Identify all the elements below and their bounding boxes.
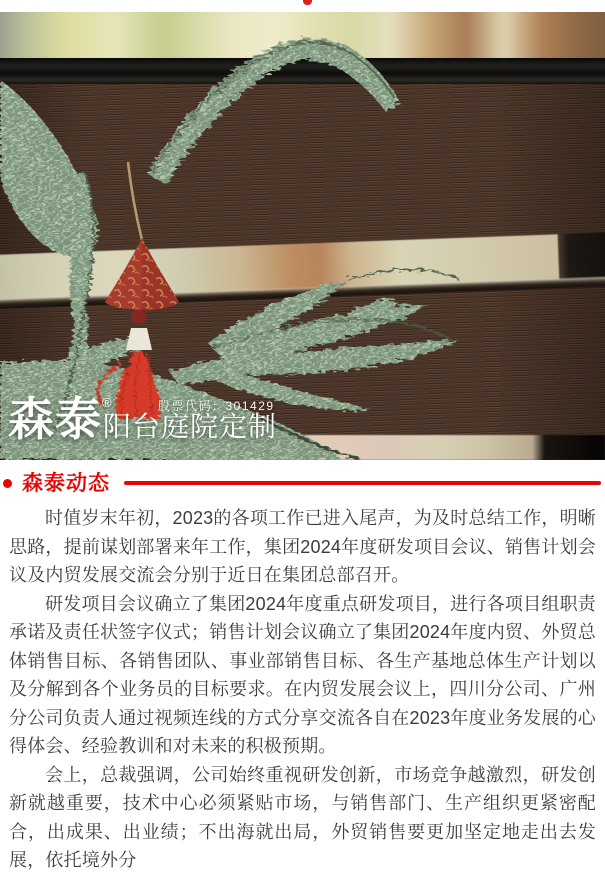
red-notch-icon (303, 0, 312, 5)
paragraph-1: 时值岁末年初，2023的各项工作已进入尾声，为及时总结工作，明晰思路，提前谋划部署来年工作，集团2024年度研发项目会议、销售计划会议及内贸发展交流会分别于近日在集团总部召开。 (9, 508, 596, 585)
ornament-string (128, 162, 142, 240)
bullet-icon (3, 479, 12, 488)
section-header (3, 470, 601, 496)
stock-code-label: 股票代码：301429 (158, 399, 275, 413)
section-title: 森泰动态 (22, 471, 110, 495)
paragraph-3: 会上，总裁强调，公司始终重视研发创新，市场竞争越激烈，研发创新就越重要，技术中心必须紧贴市场，与销售部门、生产组织更紧密配合，出成果、出业绩；不出海就出局，外贸销售要更加坚定地走出去发展，依托境外分 (9, 764, 596, 870)
top-strip (0, 0, 605, 12)
brand-logo (8, 393, 112, 445)
brand-name: 森泰 (8, 393, 102, 445)
hero-photo (0, 12, 605, 460)
section-rule-line (124, 481, 601, 486)
paragraph-2: 研发项目会议确立了集团2024年度重点研发项目，进行各项目组职责承诺及责任状签字仪式；销售计划会议确立了集团2024年度内贸、外贸总体销售目标、各销售团队、事业部销售目标、各生产基地总体生产计划以及分解到各个业务员的目标要求。在内贸发展会议上，四川分公司、广州分公司负责人通过视频连线的方式分享交流各自在2023年度业务发展的心得体会、经验教训和对未来的积极预期。 (9, 593, 596, 756)
article-body (0, 504, 605, 875)
brand-tagline: 阳台庭院定制 (103, 411, 278, 442)
registered-mark-icon: ® (102, 395, 112, 410)
